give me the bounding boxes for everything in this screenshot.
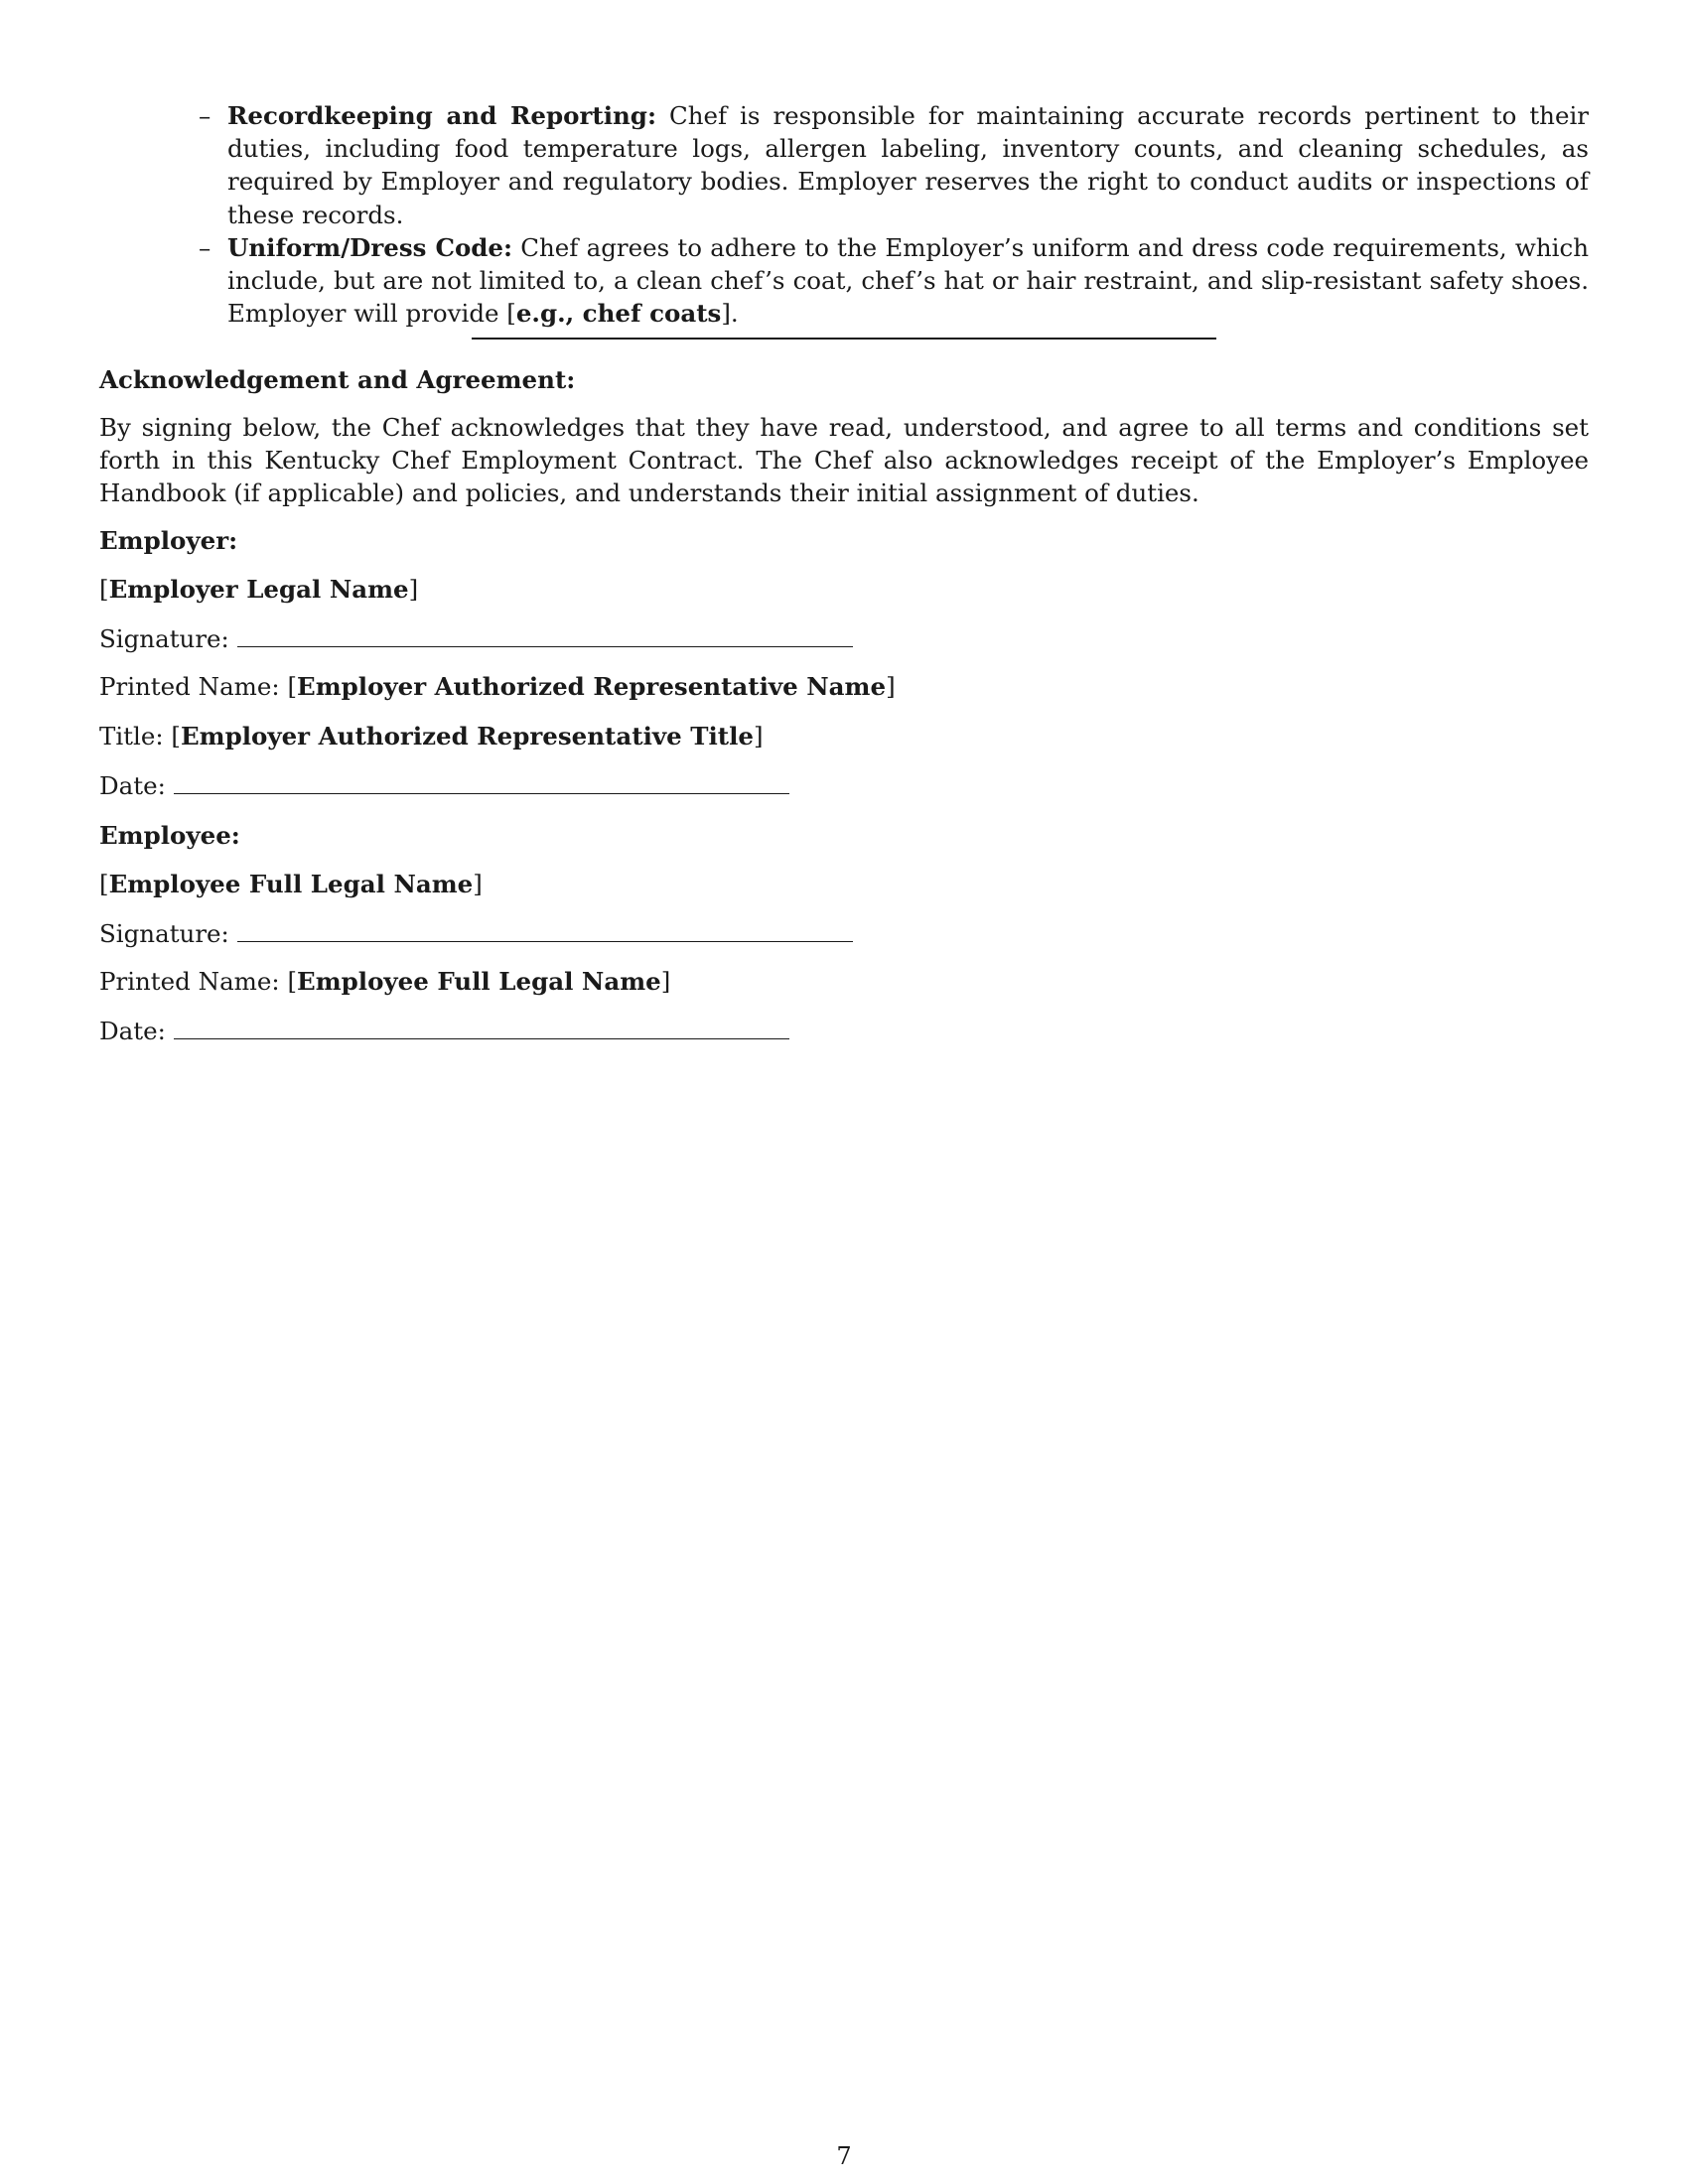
- employee-printed-name-label: Printed Name:: [99, 967, 280, 996]
- duties-bullet-list: [199, 99, 1589, 330]
- employer-title-label: Title:: [99, 722, 164, 751]
- placeholder-text: e.g., chef coats: [515, 299, 722, 329]
- employer-legal-name-value: Employer Legal Name: [108, 575, 409, 604]
- employer-printed-name-value: Employer Authorized Representative Name: [297, 672, 887, 701]
- employer-heading: Employer:: [99, 526, 238, 555]
- employer-printed-name-label: Printed Name:: [99, 672, 280, 701]
- dash-marker: –: [199, 101, 211, 130]
- acknowledgement-paragraph: By signing below, the Chef acknowledges that they have read, understood, and agree to all terms and conditions set forth in this Kentucky Chef Employment Contract. The Chef also acknowledges receipt of the Employer’s Employee Handbook (if applicable) and policies, and understands their initial assignment of duties.: [99, 413, 1589, 507]
- page-number: 7: [836, 2142, 852, 2170]
- employer-signature-row: [99, 622, 1589, 655]
- dash-marker: –: [199, 232, 211, 262]
- employer-printed-name-row: Printed Name: [Employer Authorized Representative Name]: [99, 672, 896, 701]
- employee-date-label: Date:: [99, 1017, 166, 1045]
- employee-printed-name-value: Employee Full Legal Name: [297, 967, 661, 996]
- employee-signature-row: [99, 917, 1589, 950]
- employer-date-label: Date:: [99, 771, 166, 800]
- acknowledgement-heading: Acknowledgement and Agreement:: [99, 365, 576, 394]
- section-divider: [472, 338, 1216, 340]
- employer-title-row: Title: [Employer Authorized Representative Title]: [99, 722, 764, 751]
- employer-date-row: [99, 769, 1589, 802]
- employee-heading: Employee:: [99, 821, 240, 850]
- employer-signature-label: Signature:: [99, 624, 229, 653]
- employer-legal-name: [Employer Legal Name]: [99, 575, 419, 604]
- bullet-text: Chef agrees to adhere to the Employer’s uniform and dress code requirements, which include, but are not limited to, a clean chef’s coat, chef’s hat or hair restraint, and slip-resistant safety shoes. Employer will provide [: [227, 232, 1589, 329]
- employee-signature-line[interactable]: [237, 940, 853, 942]
- employer-title-value: Employer Authorized Representative Title: [180, 722, 754, 751]
- bullet-text: Chef is responsible for maintaining accurate records pertinent to their duties, including food temperature logs, allergen labeling, inventory counts, and cleaning schedules, as required by Employer and regulatory bodies. Employer reserves the right to conduct audits or inspections of these records.: [227, 101, 1589, 229]
- employee-signature-label: Signature:: [99, 919, 229, 948]
- employee-legal-name-value: Employee Full Legal Name: [108, 870, 474, 898]
- employee-date-row: [99, 1015, 1589, 1047]
- employee-legal-name: [Employee Full Legal Name]: [99, 870, 483, 898]
- bullet-uniform: [199, 231, 1589, 331]
- bullet-term: Uniform/Dress Code:: [227, 232, 513, 262]
- bullet-text-end: ].: [721, 299, 739, 329]
- employee-printed-name-row: Printed Name: [Employee Full Legal Name]: [99, 967, 671, 996]
- employer-date-line[interactable]: [174, 792, 789, 794]
- bullet-recordkeeping: [199, 99, 1589, 231]
- bullet-term: Recordkeeping and Reporting:: [227, 101, 656, 130]
- employer-signature-line[interactable]: [237, 645, 853, 647]
- employee-date-line[interactable]: [174, 1037, 789, 1039]
